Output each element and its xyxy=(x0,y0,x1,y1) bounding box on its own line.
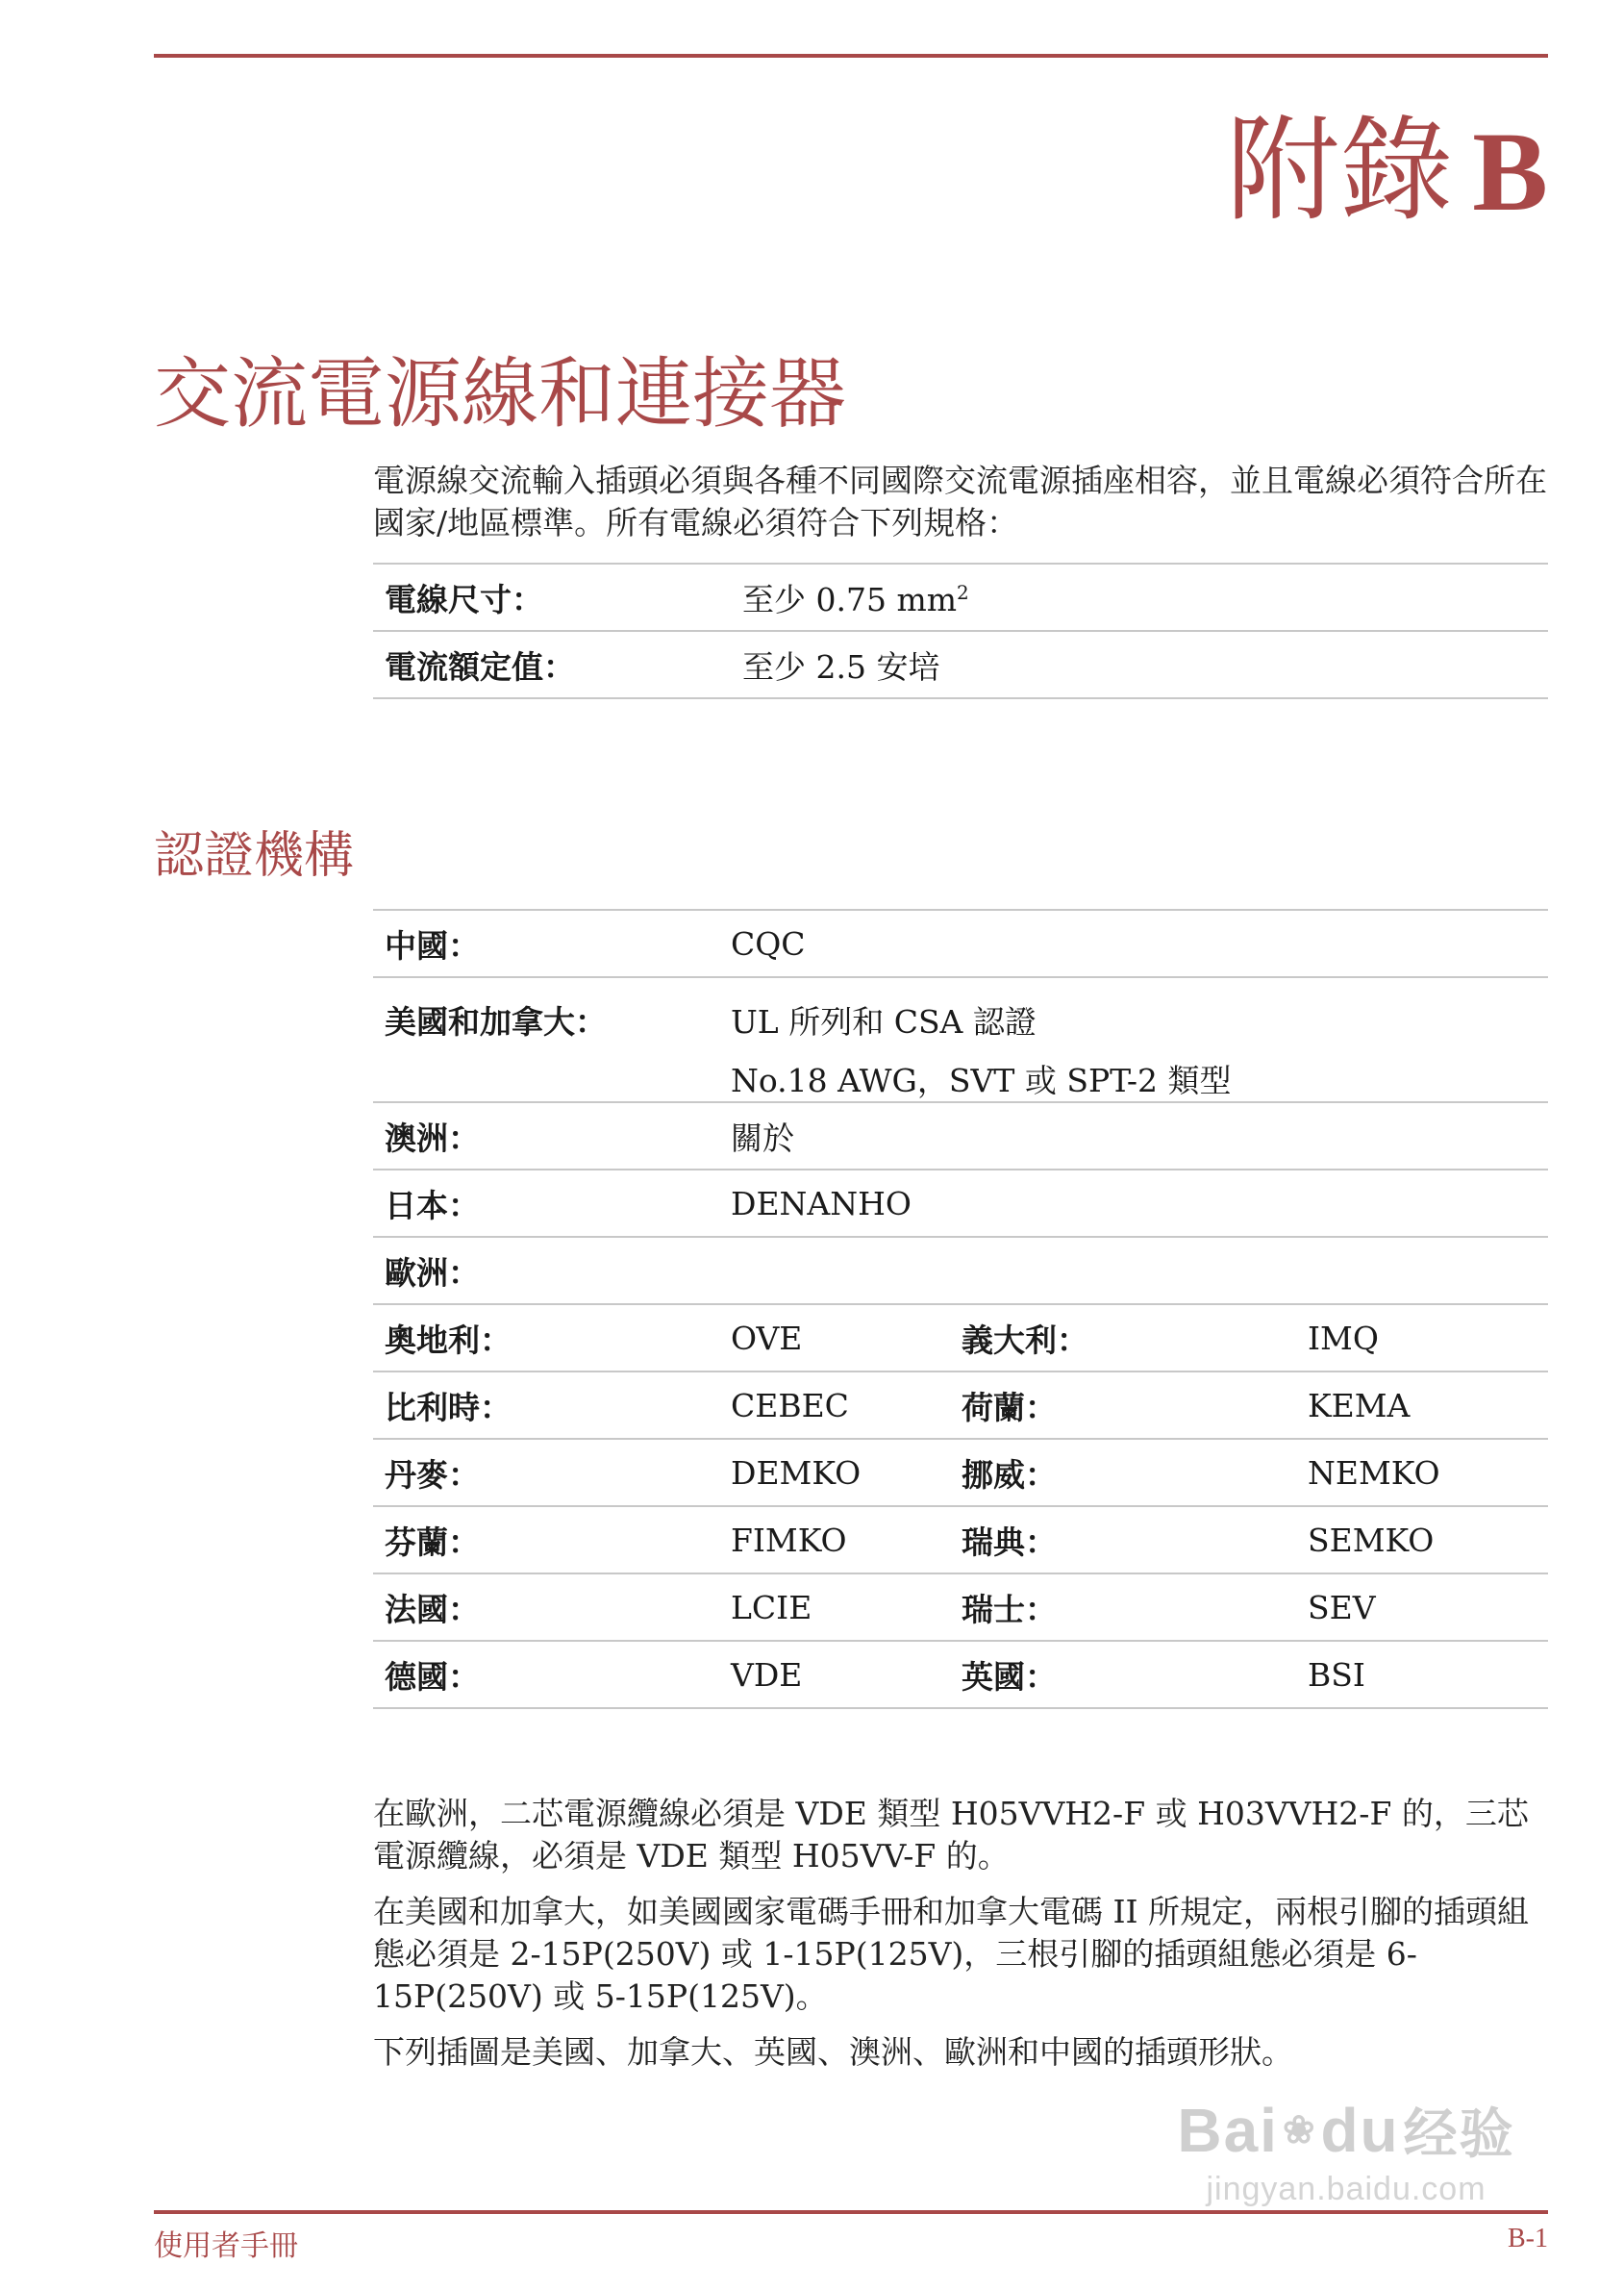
table-row xyxy=(373,1237,1548,1304)
agency-value: CEBEC xyxy=(719,1371,950,1439)
country-label: 挪威： xyxy=(950,1439,1296,1506)
note-paragraph: 下列插圖是美國、加拿大、英國、澳洲、歐洲和中國的插頭形狀。 xyxy=(373,2033,1293,2071)
agency-value: SEV xyxy=(1296,1573,1548,1641)
section-title-power-cord: 交流電源線和連接器 xyxy=(154,349,846,439)
agency-value: IMQ xyxy=(1296,1304,1548,1371)
agency-value: VDE xyxy=(719,1641,950,1708)
table-row xyxy=(373,1573,1548,1641)
agency-value: SEMKO xyxy=(1296,1506,1548,1573)
spec-label: 電流額定值： xyxy=(373,631,731,698)
spec-value: 至少 2.5 安培 xyxy=(731,631,1548,698)
table-row xyxy=(373,1102,1548,1170)
country-label: 英國： xyxy=(950,1641,1296,1708)
certification-table xyxy=(373,909,1548,1709)
watermark-logo: Bai ❀ du 经验 xyxy=(1177,2096,1515,2165)
table-row xyxy=(373,1439,1548,1506)
footer-page-number: B-1 xyxy=(1508,2224,1548,2253)
country-label: 比利時： xyxy=(373,1371,719,1439)
footer-rule xyxy=(154,2210,1548,2214)
agency-value: NEMKO xyxy=(1296,1439,1548,1506)
country-label: 美國和加拿大： xyxy=(373,977,719,1102)
country-label: 瑞士： xyxy=(950,1573,1296,1641)
agency-value: OVE xyxy=(719,1304,950,1371)
baidu-watermark xyxy=(1154,2092,1538,2217)
intro-paragraph: 電源線交流輸入插頭必須與各種不同國際交流電源插座相容，並且電線必須符合所在國家/地區標準。所有電線必須符合下列規格： xyxy=(373,462,1547,541)
agency-value: KEMA xyxy=(1296,1371,1548,1439)
country-label: 法國： xyxy=(373,1573,719,1641)
notes-section xyxy=(373,1793,1548,2087)
table-row xyxy=(373,1506,1548,1573)
table-row xyxy=(373,631,1548,698)
country-label: 荷蘭： xyxy=(950,1371,1296,1439)
table-row xyxy=(373,977,1548,1102)
country-label: 丹麥： xyxy=(373,1439,719,1506)
agency-value: UL 所列和 CSA 認證 No.18 AWG，SVT 或 SPT-2 類型 xyxy=(719,977,1548,1102)
header-rule xyxy=(154,54,1548,58)
table-row xyxy=(373,1371,1548,1439)
appendix-letter: B xyxy=(1472,109,1548,235)
agency-value: 關於 xyxy=(719,1102,1548,1170)
table-row xyxy=(373,1641,1548,1708)
superscript: 2 xyxy=(957,580,969,604)
note-paragraph: 在美國和加拿大，如美國國家電碼手冊和加拿大電碼 II 所規定，兩根引腳的插頭組態必須是 2-15P(250V) 或 1-15P(125V)，三根引腳的插頭組態必須是 6-15P(250V) 或 5-15P(125V)。 xyxy=(373,1893,1530,2015)
agency-value: FIMKO xyxy=(719,1506,950,1573)
appendix-title: 附錄 B xyxy=(1226,104,1548,237)
agency-value-line2: No.18 AWG，SVT 或 SPT-2 類型 xyxy=(731,1062,1232,1099)
agency-value: BSI xyxy=(1296,1641,1548,1708)
note-paragraph: 在歐洲，二芯電源纜線必須是 VDE 類型 H05VVH2-F 或 H03VVH2-F 的，三芯電源纜線，必須是 VDE 類型 H05VV-F 的。 xyxy=(373,1795,1529,1875)
table-row xyxy=(373,564,1548,631)
country-label: 芬蘭： xyxy=(373,1506,719,1573)
agency-value: CQC xyxy=(719,910,1548,977)
agency-value: DEMKO xyxy=(719,1439,950,1506)
country-label: 日本： xyxy=(373,1170,719,1237)
country-label: 義大利： xyxy=(950,1304,1296,1371)
spec-value: 至少 0.75 $mm^2$ xyxy=(731,564,1548,631)
footer-manual-title: 使用者手冊 xyxy=(154,2229,298,2263)
table-row xyxy=(373,1304,1548,1371)
country-label: 奧地利： xyxy=(373,1304,719,1371)
table-row xyxy=(373,910,1548,977)
spec-label: 電線尺寸： xyxy=(373,564,731,631)
country-label: 澳洲： xyxy=(373,1102,719,1170)
agency-value: DENANHO xyxy=(719,1170,1548,1237)
agency-value: LCIE xyxy=(719,1573,950,1641)
paw-icon: ❀ xyxy=(1282,2109,1317,2152)
agency-value xyxy=(719,1237,1548,1304)
section-title-certification: 認證機構 xyxy=(154,827,355,885)
country-label: 中國： xyxy=(373,910,719,977)
watermark-url: jingyan.baidu.com xyxy=(1206,2171,1487,2207)
table-row xyxy=(373,1170,1548,1237)
country-label: 歐洲： xyxy=(373,1237,719,1304)
country-label: 德國： xyxy=(373,1641,719,1708)
country-label: 瑞典： xyxy=(950,1506,1296,1573)
power-spec-table xyxy=(373,563,1548,699)
